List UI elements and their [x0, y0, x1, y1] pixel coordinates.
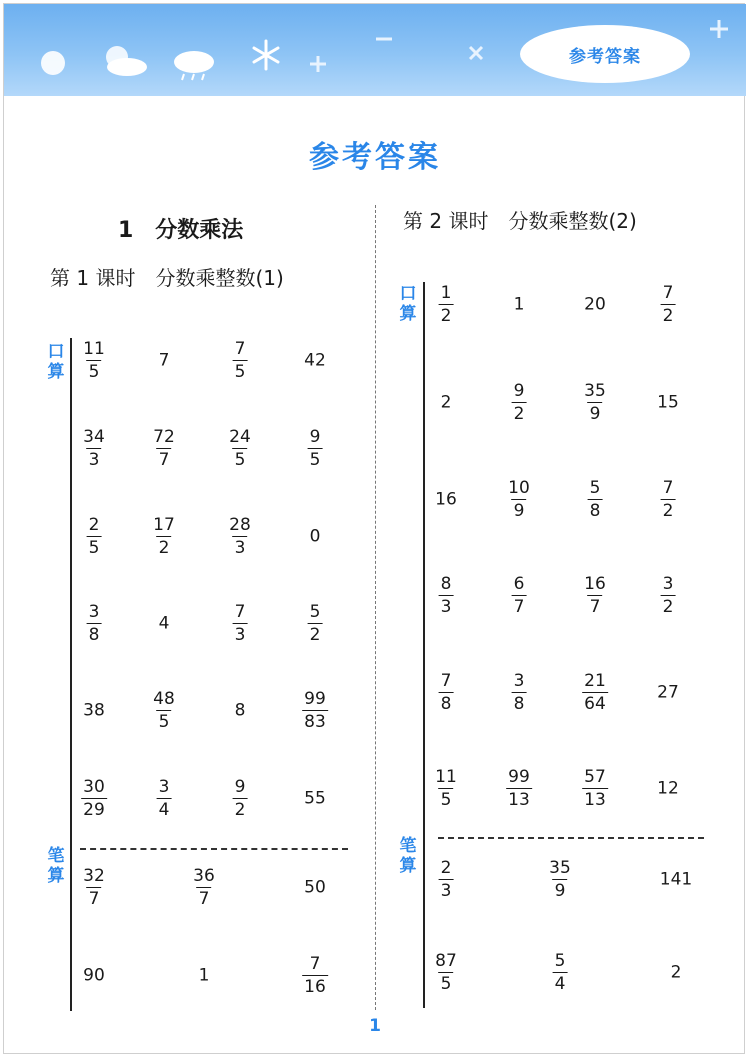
denominator: 5: [234, 450, 246, 470]
answer-value: 2: [440, 392, 452, 413]
fraction: [439, 860, 454, 900]
answer-cell: [513, 294, 525, 315]
answer-value: 141: [659, 869, 693, 890]
header-banner: [4, 4, 746, 96]
fraction: [433, 769, 459, 809]
page-number: 1: [369, 1016, 381, 1036]
denominator: 2: [662, 306, 674, 326]
answer-cell: [304, 877, 326, 898]
numerator: 7: [662, 283, 674, 303]
fraction: [439, 285, 454, 325]
answer-cell: [233, 604, 248, 644]
answer-cell: [584, 294, 606, 315]
fraction: [81, 429, 107, 469]
fraction: [547, 860, 573, 900]
answer-cell: [304, 788, 326, 809]
numerator: 17: [153, 515, 175, 535]
denominator: 83: [304, 712, 326, 732]
denominator: 8: [88, 625, 100, 645]
numerator: 34: [83, 427, 105, 447]
unit-title: 1 分数乘法: [118, 218, 244, 243]
answer-cell: [661, 576, 676, 616]
numerator: 3: [158, 777, 170, 797]
numerator: 7: [234, 602, 246, 622]
fraction: [308, 429, 323, 469]
answer-cell: [512, 673, 527, 713]
numerator: 7: [309, 954, 321, 974]
fraction: [582, 576, 608, 616]
numerator: 9: [513, 381, 525, 401]
rain-cloud-icon: [169, 44, 219, 84]
answer-cell: [302, 691, 328, 731]
numerator: 48: [153, 689, 175, 709]
numerator: 9: [234, 777, 246, 797]
denominator: 7: [158, 450, 170, 470]
numerator: 35: [549, 858, 571, 878]
fraction: [157, 779, 172, 819]
numerator: 3: [88, 602, 100, 622]
denominator: 16: [304, 977, 326, 997]
answer-cell: [440, 392, 452, 413]
denominator: 2: [309, 625, 321, 645]
fraction: [227, 429, 253, 469]
answer-cell: [588, 480, 603, 520]
denominator: 5: [88, 538, 100, 558]
denominator: 9: [513, 501, 525, 521]
written-calc-label: 笔算: [47, 846, 65, 886]
left-section-separator: [80, 848, 348, 850]
denominator: 8: [513, 694, 525, 714]
numerator: 8: [440, 574, 452, 594]
answer-cell: [439, 285, 454, 325]
numerator: 2: [88, 515, 100, 535]
minus-icon: [374, 34, 394, 44]
answer-cell: [151, 517, 177, 557]
page-title: 参考答案: [309, 140, 441, 175]
cloud-sun-icon: [99, 42, 149, 78]
answer-cell: [433, 769, 459, 809]
answer-badge: 参考答案: [520, 25, 690, 83]
denominator: 5: [440, 790, 452, 810]
answer-cell: [81, 779, 107, 819]
fraction: [588, 480, 603, 520]
answer-value: 12: [657, 778, 679, 799]
denominator: 4: [554, 974, 566, 994]
fraction: [81, 341, 107, 381]
fraction: [302, 956, 328, 996]
numerator: 10: [508, 478, 530, 498]
numerator: 1: [440, 283, 452, 303]
column-divider: [375, 205, 376, 1010]
denominator: 5: [88, 362, 100, 382]
denominator: 3: [234, 538, 246, 558]
lesson-2-title: 第 2 课时 分数乘整数(2): [403, 209, 637, 233]
answer-cell: [227, 429, 253, 469]
fraction: [151, 517, 177, 557]
answer-value: 1: [513, 294, 525, 315]
answer-cell: [553, 953, 568, 993]
numerator: 3: [513, 671, 525, 691]
left-answer-bar: [70, 338, 72, 1011]
denominator: 2: [158, 538, 170, 558]
answer-cell: [233, 341, 248, 381]
lesson-1-title: 第 1 课时 分数乘整数(1): [50, 266, 284, 290]
fraction: [439, 576, 454, 616]
answer-cell: [81, 341, 107, 381]
answer-cell: [657, 778, 679, 799]
answer-cell: [87, 604, 102, 644]
right-section-separator: [438, 837, 704, 839]
denominator: 2: [662, 501, 674, 521]
answer-cell: [547, 860, 573, 900]
sun-icon: [38, 48, 68, 78]
answer-cell: [661, 285, 676, 325]
fraction: [81, 779, 107, 819]
denominator: 2: [440, 306, 452, 326]
numerator: 99: [304, 689, 326, 709]
answer-cell: [158, 613, 170, 634]
answer-value: 1: [198, 965, 210, 986]
written-calc-label: 笔算: [399, 836, 417, 876]
fraction: [439, 673, 454, 713]
numerator: 7: [662, 478, 674, 498]
answer-cell: [582, 383, 608, 423]
fraction: [191, 868, 217, 908]
answer-cell: [506, 480, 532, 520]
fraction: [512, 576, 527, 616]
fraction: [233, 779, 248, 819]
numerator: 5: [554, 951, 566, 971]
answer-cell: [191, 868, 217, 908]
answer-cell: [157, 779, 172, 819]
fraction: [233, 604, 248, 644]
answer-cell: [670, 962, 682, 983]
answer-cell: [657, 682, 679, 703]
denominator: 9: [554, 881, 566, 901]
fraction: [512, 673, 527, 713]
answer-value: 4: [158, 613, 170, 634]
answer-cell: [582, 769, 608, 809]
answer-cell: [198, 965, 210, 986]
numerator: 5: [309, 602, 321, 622]
plus-icon: [708, 18, 730, 40]
answer-cell: [151, 429, 177, 469]
fraction: [151, 429, 177, 469]
denominator: 4: [158, 800, 170, 820]
answer-cell: [582, 576, 608, 616]
numerator: 11: [435, 767, 457, 787]
answer-cell: [433, 953, 459, 993]
numerator: 11: [83, 339, 105, 359]
fraction: [553, 953, 568, 993]
answer-cell: [87, 517, 102, 557]
answer-cell: [83, 965, 105, 986]
snowflake-icon: [249, 38, 283, 72]
numerator: 5: [589, 478, 601, 498]
denominator: 13: [584, 790, 606, 810]
numerator: 2: [440, 858, 452, 878]
denominator: 3: [88, 450, 100, 470]
answer-cell: [308, 604, 323, 644]
fraction: [661, 285, 676, 325]
answer-cell: [233, 779, 248, 819]
answer-value: 0: [309, 526, 321, 547]
fraction: [512, 383, 527, 423]
denominator: 8: [589, 501, 601, 521]
answer-cell: [81, 429, 107, 469]
denominator: 8: [440, 694, 452, 714]
answer-cell: [234, 700, 246, 721]
denominator: 5: [158, 712, 170, 732]
denominator: 13: [508, 790, 530, 810]
answer-value: 90: [83, 965, 105, 986]
numerator: 72: [153, 427, 175, 447]
fraction: [233, 341, 248, 381]
answer-cell: [512, 576, 527, 616]
answer-cell: [309, 526, 321, 547]
answer-value: 55: [304, 788, 326, 809]
denominator: 5: [309, 450, 321, 470]
denominator: 5: [234, 362, 246, 382]
denominator: 64: [584, 694, 606, 714]
answer-cell: [439, 673, 454, 713]
numerator: 21: [584, 671, 606, 691]
denominator: 3: [234, 625, 246, 645]
denominator: 9: [589, 404, 601, 424]
answer-value: 16: [435, 489, 457, 510]
denominator: 2: [662, 597, 674, 617]
answer-value: 8: [234, 700, 246, 721]
answer-cell: [661, 480, 676, 520]
fraction: [308, 604, 323, 644]
answer-cell: [582, 673, 608, 713]
numerator: 16: [584, 574, 606, 594]
answer-value: 7: [158, 350, 170, 371]
denominator: 3: [440, 597, 452, 617]
fraction: [227, 517, 253, 557]
times-icon: [467, 44, 485, 62]
denominator: 29: [83, 800, 105, 820]
answer-cell: [158, 350, 170, 371]
oral-calc-label: 口算: [399, 284, 417, 324]
answer-value: 50: [304, 877, 326, 898]
answer-cell: [308, 429, 323, 469]
fraction: [151, 691, 177, 731]
fraction: [506, 769, 532, 809]
fraction: [582, 769, 608, 809]
numerator: 7: [234, 339, 246, 359]
numerator: 30: [83, 777, 105, 797]
answer-cell: [83, 700, 105, 721]
numerator: 6: [513, 574, 525, 594]
answer-value: 20: [584, 294, 606, 315]
answer-cell: [81, 868, 107, 908]
answer-cell: [304, 350, 326, 371]
denominator: 7: [198, 889, 210, 909]
denominator: 5: [440, 974, 452, 994]
answer-value: 42: [304, 350, 326, 371]
denominator: 2: [513, 404, 525, 424]
numerator: 32: [83, 866, 105, 886]
numerator: 24: [229, 427, 251, 447]
oral-calc-label: 口算: [47, 342, 65, 382]
numerator: 9: [309, 427, 321, 447]
answer-cell: [657, 392, 679, 413]
fraction: [87, 604, 102, 644]
answer-value: 15: [657, 392, 679, 413]
numerator: 7: [440, 671, 452, 691]
numerator: 3: [662, 574, 674, 594]
answer-cell: [435, 489, 457, 510]
answer-cell: [506, 769, 532, 809]
fraction: [661, 576, 676, 616]
numerator: 57: [584, 767, 606, 787]
answer-cell: [512, 383, 527, 423]
numerator: 28: [229, 515, 251, 535]
fraction: [81, 868, 107, 908]
numerator: 99: [508, 767, 530, 787]
fraction: [661, 480, 676, 520]
answer-value: 38: [83, 700, 105, 721]
right-answer-bar: [423, 282, 425, 1008]
denominator: 7: [88, 889, 100, 909]
answer-cell: [151, 691, 177, 731]
answer-cell: [227, 517, 253, 557]
answer-cell: [439, 860, 454, 900]
numerator: 35: [584, 381, 606, 401]
answer-cell: [302, 956, 328, 996]
fraction: [506, 480, 532, 520]
fraction: [582, 673, 608, 713]
answer-value: 2: [670, 962, 682, 983]
fraction: [87, 517, 102, 557]
fraction: [433, 953, 459, 993]
fraction: [302, 691, 328, 731]
denominator: 2: [234, 800, 246, 820]
fraction: [582, 383, 608, 423]
numerator: 36: [193, 866, 215, 886]
denominator: 7: [589, 597, 601, 617]
answer-cell: [659, 869, 693, 890]
denominator: 3: [440, 881, 452, 901]
plus-icon: [308, 54, 328, 74]
denominator: 7: [513, 597, 525, 617]
answer-value: 27: [657, 682, 679, 703]
numerator: 87: [435, 951, 457, 971]
answer-cell: [439, 576, 454, 616]
